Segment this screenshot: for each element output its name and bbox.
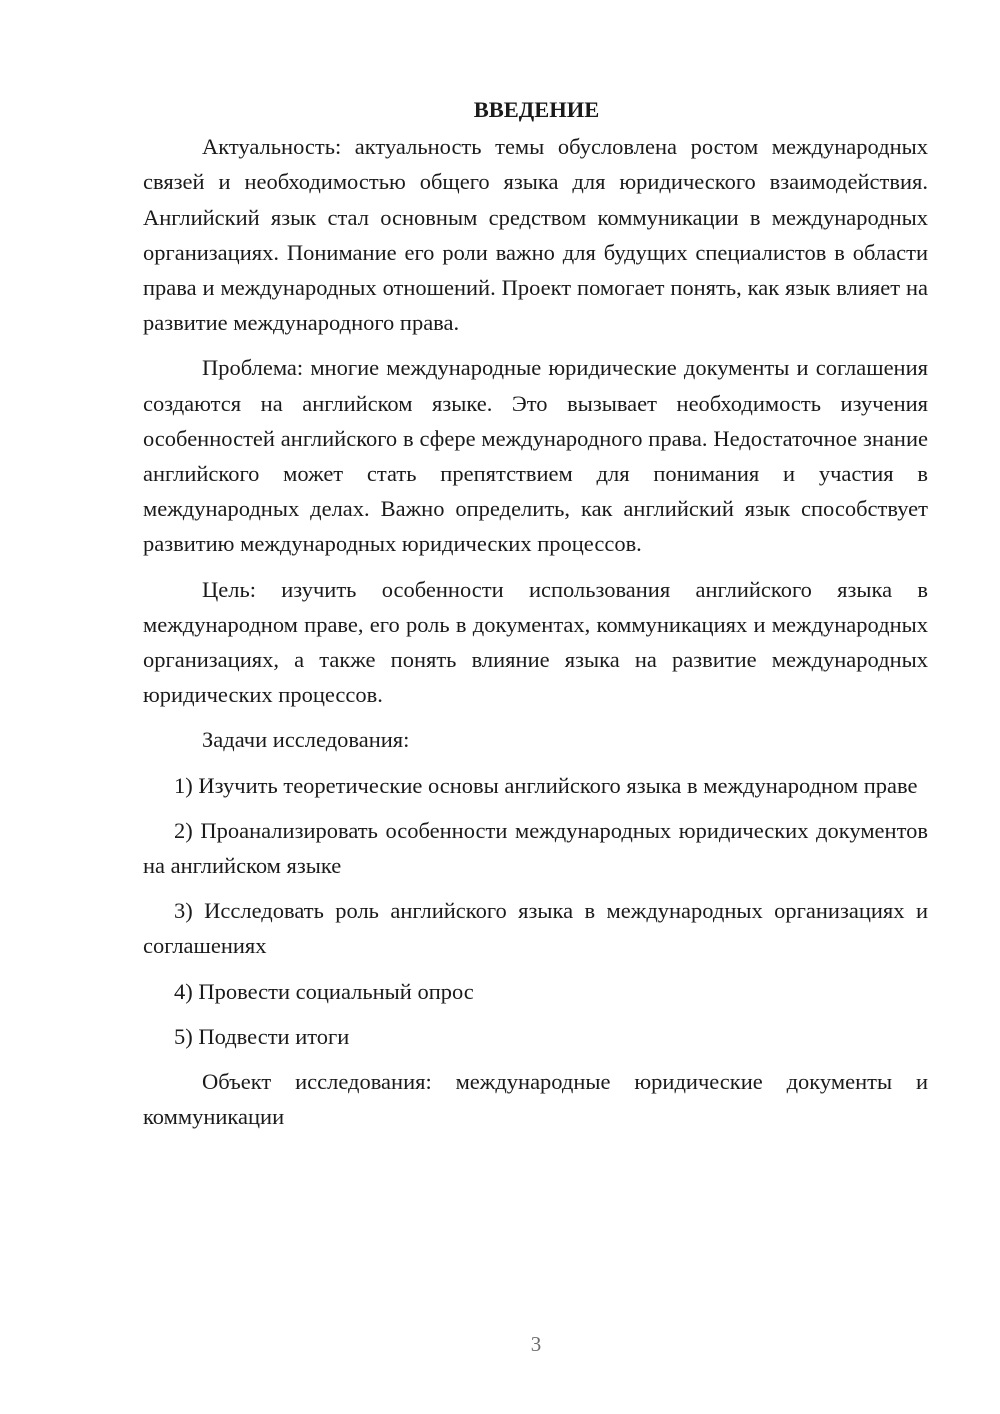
- task-item-5: 5) Подвести итоги: [174, 1023, 350, 1049]
- document-page: [143, 92, 928, 1144]
- object-paragraph: Объект исследования: международные юридические документы и коммуникации: [143, 1069, 928, 1130]
- relevance-paragraph: Актуальность: актуальность темы обусловлена ростом международных связей и необходимостью общего языка для юридического взаимодействия. Английский язык стал основным средством коммуникации в международных организациях. Понимание его роли важно для будущих специалистов в области права и международных отношений. Проект помогает понять, как язык влияет на развитие международного права.: [143, 134, 928, 336]
- goal-paragraph: Цель: изучить особенности использования английского языка в международном праве, его роль в документах, коммуникациях и международных организациях, а также понять влияние языка на развитие международных юридических процессов.: [143, 576, 928, 708]
- task-item-2: 2) Проанализировать особенности международных юридических документов на английском языке: [143, 817, 928, 879]
- task-item-3: 3) Исследовать роль английского языка в международных организациях и соглашениях: [143, 898, 928, 959]
- task-item-1: 1) Изучить теоретические основы английского языка в международном праве: [174, 772, 918, 798]
- tasks-heading: Задачи исследования:: [202, 727, 410, 753]
- problem-paragraph: Проблема: многие международные юридические документы и соглашения создаются на английском языке. Это вызывает необходимость изучения особенностей английского в сфере международного права. Недостаточное знание английского может стать препятствием для понимания и участия в международных делах. Важно определить, как английский язык способствует развитию международных юридических процессов.: [143, 355, 928, 557]
- page-number: 3: [530, 1332, 542, 1356]
- page-title: ВВЕДЕНИЕ: [473, 97, 600, 122]
- task-item-4: 4) Провести социальный опрос: [174, 978, 474, 1004]
